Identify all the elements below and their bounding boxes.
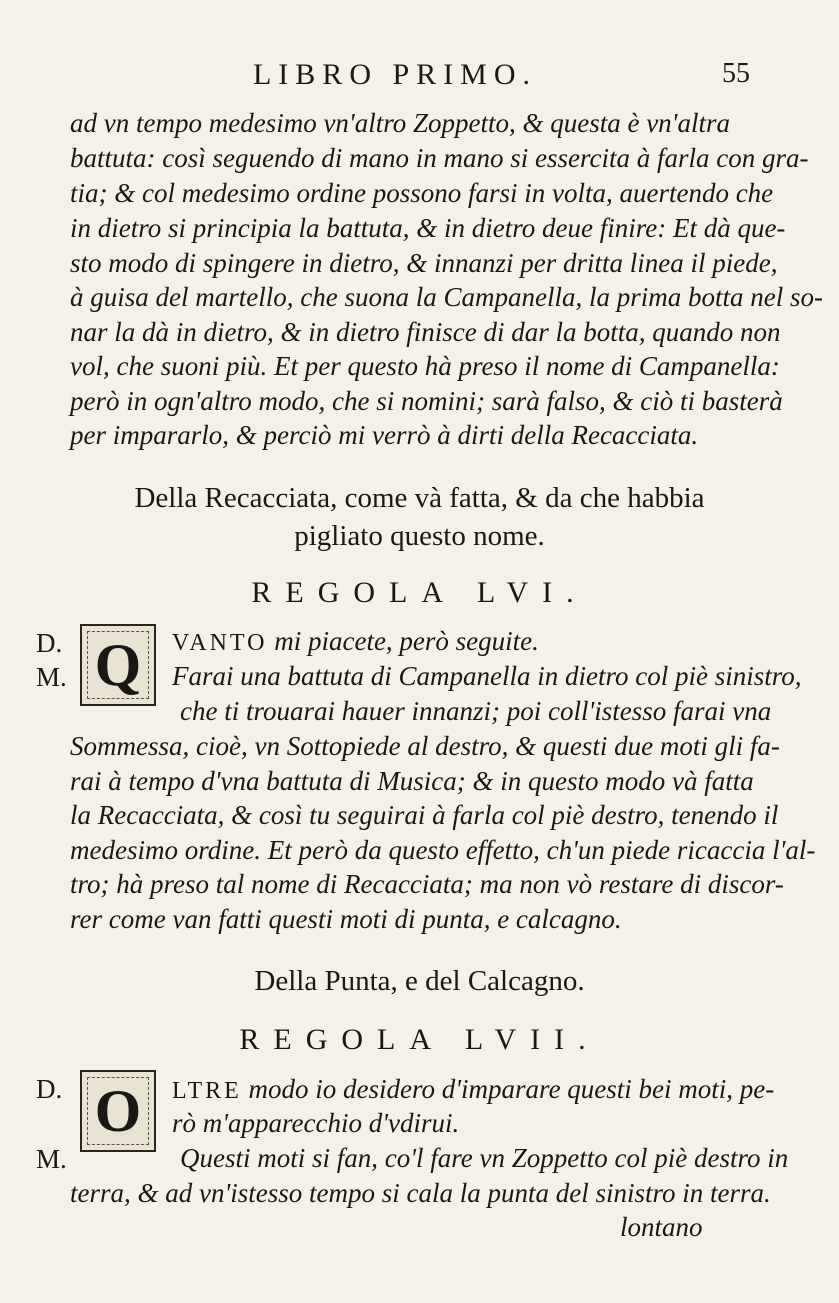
text-line: Sommessa, cioè, vn Sottopiede al destro, & questi due moti gli fa- <box>70 731 780 761</box>
text-line: terra, & ad vn'istesso tempo si cala la punta del sinistro in terra. <box>70 1178 771 1208</box>
rule-title-57: REGOLA LVII. <box>239 1023 600 1056</box>
text-line: nar la dà in dietro, & in dietro finisce di dar la botta, quando non <box>70 317 781 347</box>
speaker-d: D. <box>36 1074 63 1104</box>
text-line: rai à tempo d'vna battuta di Musica; & in questo modo và fatta <box>70 766 754 796</box>
heading-line: pigliato questo nome. <box>294 520 545 552</box>
running-title: LIBRO PRIMO. <box>252 58 538 91</box>
speaker-m: M. <box>36 662 67 692</box>
text-line: però in ogn'altro modo, che si nomini; sarà falso, & ciò ti basterà <box>70 386 783 416</box>
text-line: in dietro si principia la battuta, & in dietro deue finire: Et dà que- <box>70 213 786 243</box>
rule-title-56: REGOLA LVI. <box>251 576 588 609</box>
text-line: tia; & col medesimo ordine possono farsi in volta, auertendo che <box>70 178 774 208</box>
text-line: Questi moti si fan, co'l fare vn Zoppetto col piè destro in <box>180 1143 789 1173</box>
text-line: per impararlo, & perciò mi verrò à dirti della Recacciata. <box>70 420 699 450</box>
text-line: la Recacciata, & così tu seguirai à farla col piè destro, tenendo il <box>70 800 779 830</box>
speaker-m: M. <box>36 1144 67 1174</box>
decorated-initial-q-icon: Q <box>80 624 156 706</box>
page-number: 55 <box>722 58 750 89</box>
d-line-2: rò m'apparecchio d'vdirui. <box>172 1108 460 1138</box>
text-line: vol, che suoni più. Et per questo hà preso il nome di Campanella: <box>70 351 780 381</box>
section-heading-57: Della Punta, e del Calcagno. <box>254 965 585 997</box>
d-lead-caps: LTRE <box>172 1078 242 1104</box>
text-line: sto modo di spingere in dietro, & innanzi per dritta linea il piede, <box>70 248 778 278</box>
speaker-d: D. <box>36 628 63 658</box>
d-lead-caps: VANTO <box>172 630 268 656</box>
d-line <box>172 1072 775 1108</box>
d-rest: modo io desidero d'imparare questi bei moti, pe- <box>248 1074 775 1104</box>
d-rest: mi piacete, però seguite. <box>274 626 539 656</box>
heading-line: Della Recacciata, come và fatta, & da che habbia <box>134 482 705 514</box>
text-line: medesimo ordine. Et però da questo effetto, ch'un piede ricaccia l'al- <box>70 835 816 865</box>
d-line <box>172 624 752 660</box>
text-line: ad vn tempo medesimo vn'altro Zoppetto, & questa è vn'altra <box>70 108 730 138</box>
decorated-initial-o-icon: O <box>80 1070 156 1152</box>
text-line: che ti trouarai hauer innanzi; poi coll'istesso farai vna <box>180 696 772 726</box>
text-line: battuta: così seguendo di mano in mano si essercita à farla con gra- <box>70 143 809 173</box>
m-first-line: Farai una battuta di Campanella in dietro col piè sinistro, <box>172 661 802 691</box>
catchword: lontano <box>620 1212 703 1242</box>
text-line: à guisa del martello, che suona la Campanella, la prima botta nel so- <box>70 282 823 312</box>
text-line: rer come van fatti questi moti di punta, e calcagno. <box>70 904 622 934</box>
text-line: tro; hà preso tal nome di Recacciata; ma non vò restare di discor- <box>70 869 784 899</box>
running-head <box>0 58 839 98</box>
